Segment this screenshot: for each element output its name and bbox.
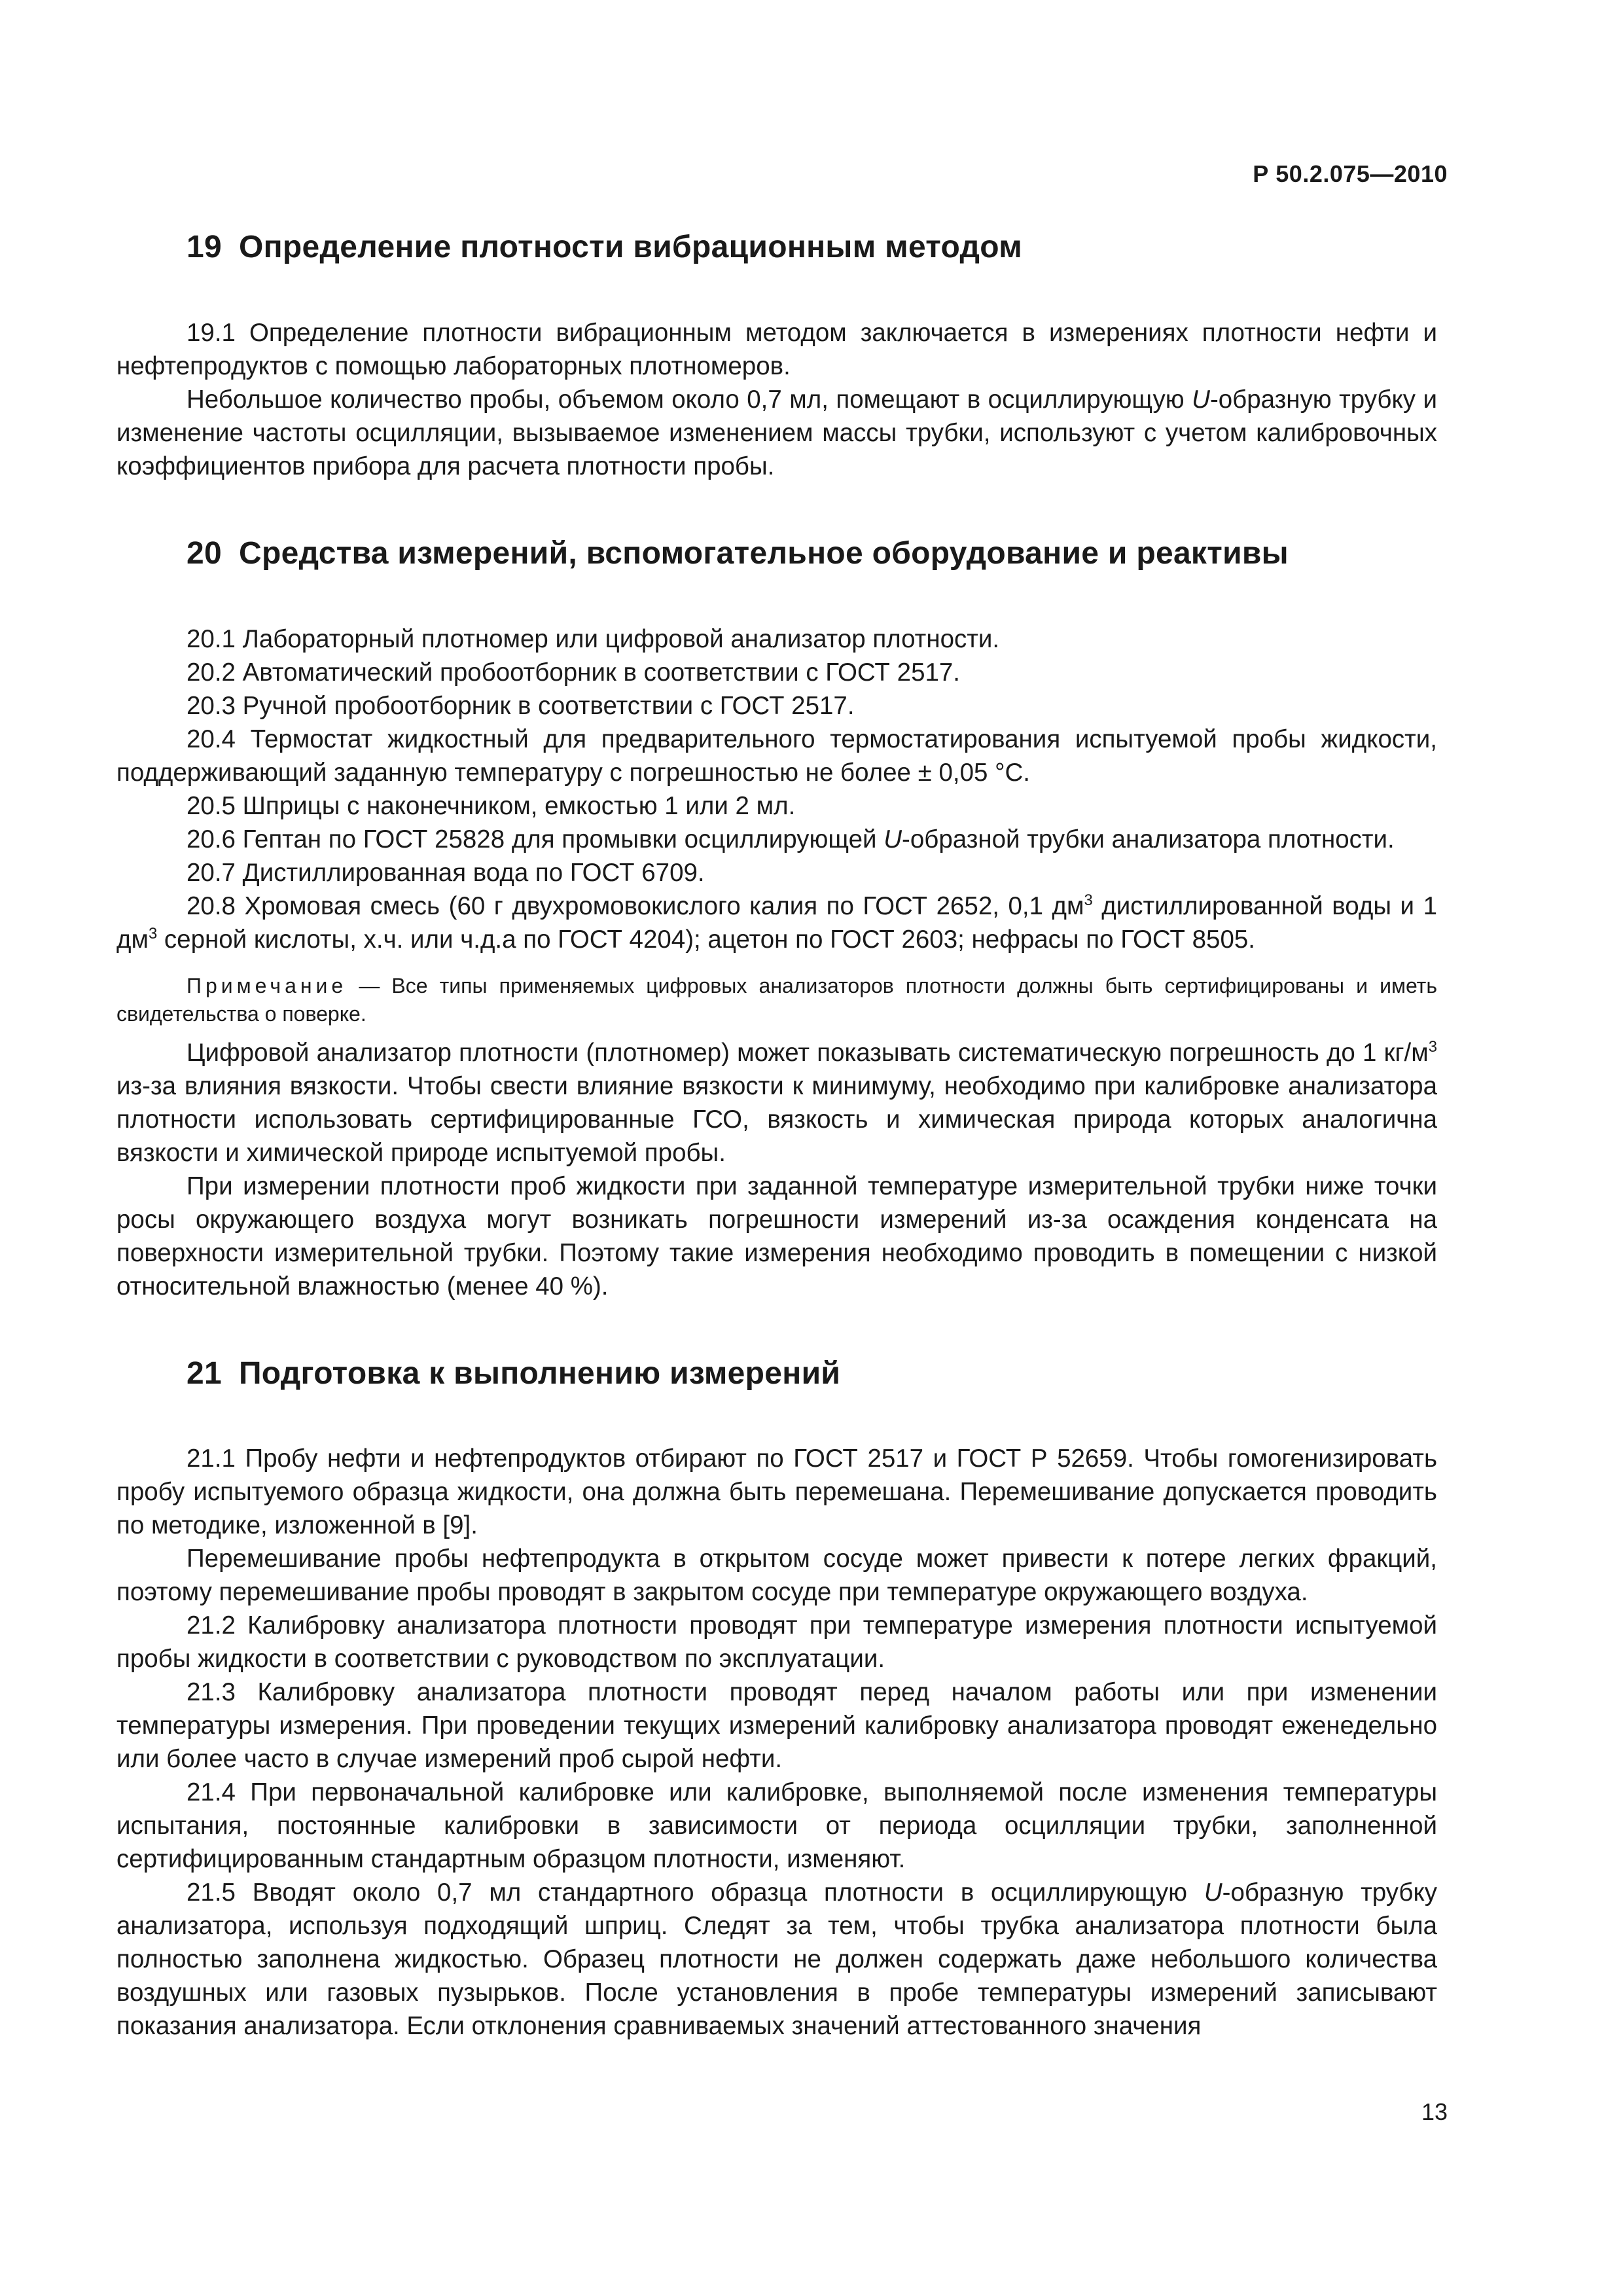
- list-item: 20.4 Термостат жидкостный для предварительного термостатирования испытуемой пробы жидкости, поддерживающий заданную температуру с погрешностью не более ± 0,05 °С.: [116, 725, 1437, 787]
- list-item: 20.2 Автоматический пробоотборник в соответствии с ГОСТ 2517.: [187, 658, 960, 687]
- paragraph: 19.1 Определение плотности вибрационным методом заключается в измерениях плотности нефти и нефтепродуктов с помощью лабораторных плотномеров.: [116, 318, 1437, 380]
- note-text: — Все типы применяемых цифровых анализаторов плотности должны быть сертифицированы и иметь свидетельства о поверке.: [116, 973, 1437, 1026]
- page-number: 13: [1421, 2098, 1448, 2125]
- section-heading: [116, 1357, 1437, 1391]
- list-item: 20.3 Ручной пробоотборник в соответствии с ГОСТ 2517.: [187, 691, 855, 720]
- section-number: 21: [187, 1355, 222, 1391]
- section-title: Средства измерений, вспомогательное оборудование и реактивы: [239, 535, 1289, 571]
- paragraph: При измерении плотности проб жидкости при заданной температуре измерительной трубки ниже точки росы окружающего воздуха могут возникать погрешности измерений из-за осаждения конденсата на поверхности измерительной трубки. Поэтому такие измерения необходимо проводить в помещении с низкой относительной влажностью (менее 40 %).: [116, 1172, 1437, 1300]
- document-code: Р 50.2.075—2010: [1253, 160, 1448, 187]
- section-heading: [116, 537, 1437, 571]
- section-number: 19: [187, 230, 222, 264]
- list-item: 20.5 Шприцы с наконечником, емкостью 1 или 2 мл.: [187, 791, 796, 820]
- paragraph: Цифровой анализатор плотности (плотномер) может показывать систематическую погрешность до 1 $кг/м^3$ из-за влияния вязкости. Чтобы свести влияние вязкости к минимуму, необходимо при калибровке анализатора плотности использовать сертифицированные ГСО, вязкость и химическая природа которых аналогична вязкости и химической природе испытуемой пробы.: [116, 1037, 1437, 1167]
- section-title: Подготовка к выполнению измерений: [239, 1355, 841, 1391]
- list-item: 21.3 Калибровку анализатора плотности проводят перед началом работы или при изменении температуры измерения. При проведении текущих измерений калибровку анализатора проводят еженедельно или более часто в случае измерений проб сырой нефти.: [116, 1678, 1437, 1774]
- list-item: 20.7 Дистиллированная вода по ГОСТ 6709.: [187, 858, 705, 887]
- list-item: 20.6 Гептан по ГОСТ 25828 для промывки осциллирующей U-образной трубки анализатора плотности.: [187, 825, 1395, 853]
- paragraph: Перемешивание пробы нефтепродукта в открытом сосуде может привести к потере легких фракций, поэтому перемешивание пробы проводят в закрытом сосуде при температуре окружающего воздуха.: [116, 1545, 1437, 1607]
- section-number: 20: [187, 535, 222, 571]
- list-item: 20.1 Лабораторный плотномер или цифровой анализатор плотности.: [187, 624, 1000, 653]
- list-item: 21.5 Вводят около 0,7 мл стандартного образца плотности в осциллирующую U-образную трубку анализатора, используя подходящий шприц. Следят за тем, чтобы трубка анализатора плотности была полностью заполнена жидкостью. Образец плотности не должен содержать даже небольшого количества воздушных или газовых пузырьков. После установления в пробе температуры измерений записывают показания анализатора. Если отклонения сравниваемых значений аттестованного значения: [116, 1878, 1437, 2041]
- section-title: Определение плотности вибрационным методом: [239, 230, 1023, 264]
- note-label: Примечание: [187, 973, 348, 997]
- section-heading: [116, 230, 1437, 265]
- document-body: [116, 230, 1437, 2043]
- note: [116, 972, 1437, 1028]
- list-item: 21.2 Калибровку анализатора плотности проводят при температуре измерения плотности испытуемой пробы жидкости в соответствии с руководством по эксплуатации.: [116, 1611, 1437, 1674]
- list-item: 21.1 Пробу нефти и нефтепродуктов отбирают по ГОСТ 2517 и ГОСТ Р 52659. Чтобы гомогенизировать пробу испытуемого образца жидкости, она должна быть перемешана. Перемешивание допускается проводить по методике, изложенной в [9].: [116, 1444, 1437, 1540]
- list-item: 21.4 При первоначальной калибровке или калибровке, выполняемой после изменения температуры испытания, постоянные калибровки в зависимости от периода осцилляции трубки, заполненной сертифицированным стандартным образцом плотности, изменяют.: [116, 1778, 1437, 1874]
- paragraph: Небольшое количество пробы, объемом около 0,7 мл, помещают в осциллирующую U-образную трубку и изменение частоты осцилляции, вызываемое изменением массы трубки, используют с учетом калибровочных коэффициентов прибора для расчета плотности пробы.: [116, 385, 1437, 480]
- list-item: 20.8 Хромовая смесь (60 г двухромовокислого калия по ГОСТ 2652, 0,1 $дм^3$ дистиллированной воды и 1 $дм^3$ серной кислоты, х.ч. или ч.д.а по ГОСТ 4204); ацетон по ГОСТ 2603; нефрасы по ГОСТ 8505.: [116, 891, 1437, 954]
